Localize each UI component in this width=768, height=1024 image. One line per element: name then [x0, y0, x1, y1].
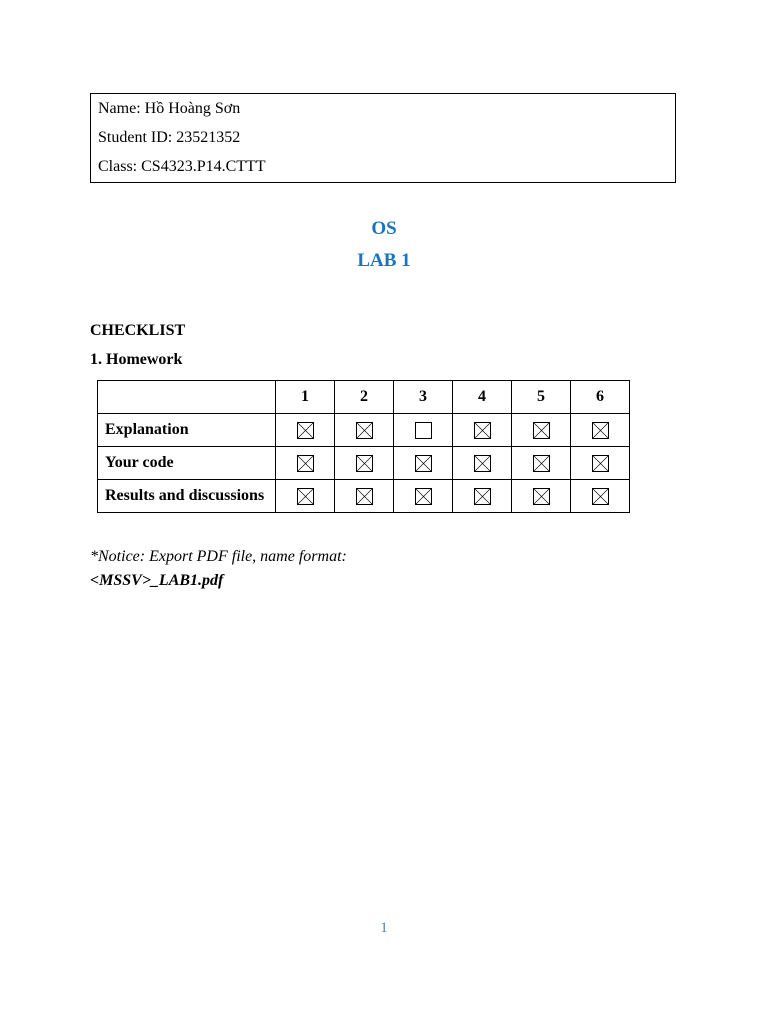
table-row: [98, 447, 630, 480]
checkbox-cell: [453, 480, 512, 513]
checkbox-cell: [276, 447, 335, 480]
checked-box-icon[interactable]: [297, 488, 314, 505]
page-number: 1: [380, 920, 388, 936]
column-header-1: 1: [276, 381, 335, 414]
homework-heading: 1. Homework: [90, 351, 183, 368]
column-header-3: 3: [394, 381, 453, 414]
checkbox-cell: [276, 480, 335, 513]
checked-box-icon[interactable]: [474, 488, 491, 505]
unchecked-box-icon[interactable]: [415, 422, 432, 439]
row-label: Your code: [98, 447, 276, 480]
checked-box-icon[interactable]: [297, 422, 314, 439]
notice-text: *Notice: Export PDF file, name format:: [90, 548, 347, 565]
checkbox-cell: [453, 447, 512, 480]
checklist-heading: CHECKLIST: [90, 322, 186, 339]
checked-box-icon[interactable]: [297, 455, 314, 472]
checkbox-cell: [512, 447, 571, 480]
checklist-table: [97, 380, 630, 513]
checkbox-cell: [394, 480, 453, 513]
checkbox-cell: [335, 480, 394, 513]
notice: [90, 545, 347, 593]
notice-filename-format: <MSSV>_LAB1.pdf: [90, 572, 224, 589]
checkbox-cell: [512, 480, 571, 513]
subject-title: OS: [371, 218, 397, 239]
checkbox-cell: [335, 447, 394, 480]
row-label: Results and discussions: [98, 480, 276, 513]
checked-box-icon[interactable]: [533, 455, 550, 472]
checked-box-icon[interactable]: [474, 422, 491, 439]
checkbox-cell: [571, 447, 630, 480]
table-row: [98, 414, 630, 447]
checked-box-icon[interactable]: [592, 455, 609, 472]
checked-box-icon[interactable]: [415, 488, 432, 505]
column-header-2: 2: [335, 381, 394, 414]
row-label: Explanation: [98, 414, 276, 447]
checked-box-icon[interactable]: [356, 422, 373, 439]
checked-box-icon[interactable]: [592, 422, 609, 439]
checkbox-cell: [335, 414, 394, 447]
table-corner-cell: [98, 381, 276, 414]
student-class: Class: CS4323.P14.CTTT: [98, 158, 266, 175]
checkbox-cell: [394, 447, 453, 480]
lab-title: LAB 1: [357, 250, 411, 271]
checked-box-icon[interactable]: [533, 488, 550, 505]
checked-box-icon[interactable]: [474, 455, 491, 472]
checked-box-icon[interactable]: [533, 422, 550, 439]
student-info-box: [90, 93, 676, 183]
checkbox-cell: [571, 414, 630, 447]
checkbox-cell: [512, 414, 571, 447]
checked-box-icon[interactable]: [356, 455, 373, 472]
student-id: Student ID: 23521352: [98, 129, 241, 146]
column-header-4: 4: [453, 381, 512, 414]
student-name: Name: Hồ Hoàng Sơn: [98, 100, 241, 117]
checkbox-cell: [571, 480, 630, 513]
checked-box-icon[interactable]: [415, 455, 432, 472]
table-header-row: [98, 381, 630, 414]
column-header-5: 5: [512, 381, 571, 414]
checked-box-icon[interactable]: [592, 488, 609, 505]
checkbox-cell: [276, 414, 335, 447]
checkbox-cell: [453, 414, 512, 447]
checkbox-cell: [394, 414, 453, 447]
table-row: [98, 480, 630, 513]
column-header-6: 6: [571, 381, 630, 414]
checked-box-icon[interactable]: [356, 488, 373, 505]
